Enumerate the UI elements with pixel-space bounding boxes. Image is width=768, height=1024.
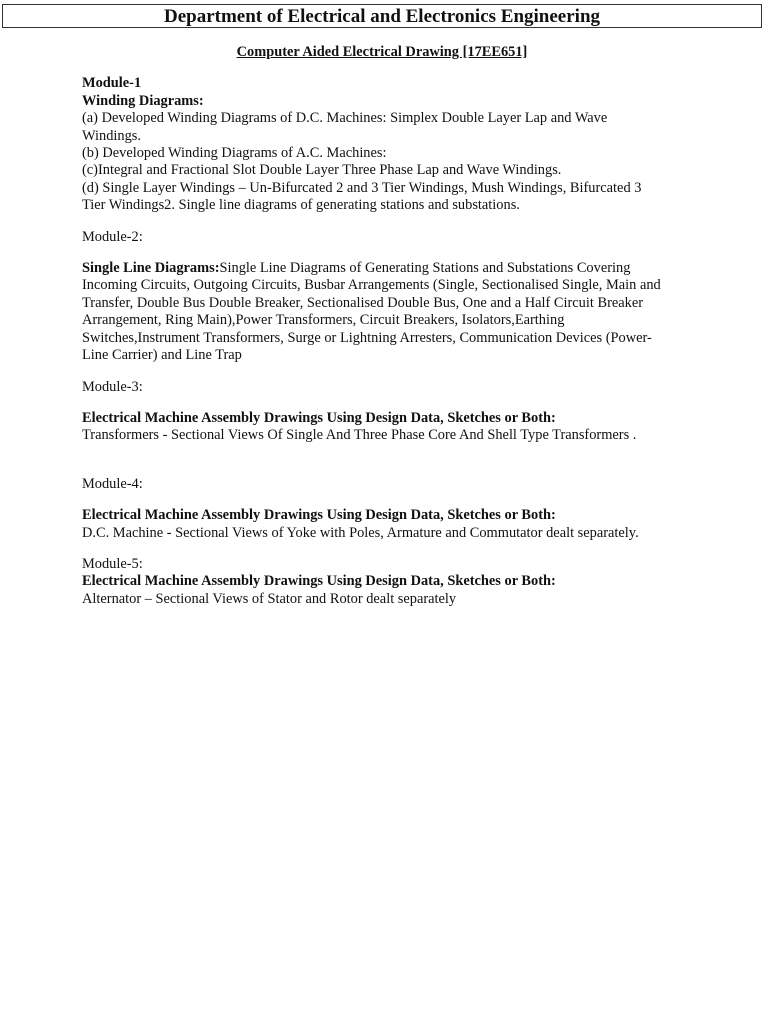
module-2-line: Arrangement, Ring Main),Power Transformers, Circuit Breakers, Isolators,Earthing: [82, 312, 565, 329]
module-2-line: Transfer, Double Bus Double Breaker, Sectionalised Double Bus, One and a Half Circuit Breaker: [82, 294, 644, 311]
module-4-body: D.C. Machine - Sectional Views of Yoke with Poles, Armature and Commutator dealt separately.: [82, 524, 639, 541]
module-5-subheading: Electrical Machine Assembly Drawings Using Design Data, Sketches or Both:: [82, 573, 556, 590]
module-3-subheading: Electrical Machine Assembly Drawings Using Design Data, Sketches or Both:: [82, 409, 556, 426]
department-title: Department of Electrical and Electronics Engineering: [163, 6, 601, 27]
module-3-body: Transformers - Sectional Views Of Single And Three Phase Core And Shell Type Transformers .: [82, 427, 637, 444]
module-4-section: [82, 476, 682, 542]
module-1-line: (a) Developed Winding Diagrams of D.C. Machines: Simplex Double Layer Lap and Wave: [82, 110, 608, 127]
module-4-heading: Module-4:: [82, 475, 143, 492]
syllabus-document: [82, 44, 682, 608]
module-1-line: (b) Developed Winding Diagrams of A.C. Machines:: [82, 145, 387, 162]
module-1-line: (c)Integral and Fractional Slot Double Layer Three Phase Lap and Wave Windings.: [82, 162, 562, 179]
module-1-section: [82, 75, 682, 214]
module-2-section: [82, 229, 682, 365]
module-2-line: Incoming Circuits, Outgoing Circuits, Busbar Arrangements (Single, Sectionalised Single, Main and: [82, 277, 661, 294]
module-5-heading: Module-5:: [82, 555, 143, 572]
module-1-subheading: Winding Diagrams:: [82, 92, 204, 109]
module-1-line: (d) Single Layer Windings – Un-Bifurcated 2 and 3 Tier Windings, Mush Windings, Bifurcated 3: [82, 179, 642, 196]
department-header: [2, 4, 762, 28]
module-1-line: Windings.: [82, 127, 141, 144]
module-4-subheading: Electrical Machine Assembly Drawings Using Design Data, Sketches or Both:: [82, 507, 556, 524]
module-2-line: Line Carrier) and Line Trap: [82, 347, 242, 364]
module-2-first-line: Single Line Diagrams of Generating Stations and Substations Covering: [219, 260, 631, 277]
module-3-section: [82, 379, 682, 445]
module-5-body: Alternator – Sectional Views of Stator and Rotor dealt separately: [82, 590, 457, 607]
module-2-line: Switches,Instrument Transformers, Surge or Lightning Arresters, Communication Devices (Power-: [82, 329, 652, 346]
module-2-bold-lead: Single Line Diagrams:: [82, 260, 220, 277]
module-2-heading: Module-2:: [82, 228, 143, 245]
module-3-heading: Module-3:: [82, 378, 143, 395]
module-1-line: Tier Windings2. Single line diagrams of generating stations and substations.: [82, 197, 520, 214]
module-5-section: [82, 556, 682, 608]
course-title: Computer Aided Electrical Drawing [17EE651]: [236, 44, 528, 60]
module-1-heading: Module-1: [82, 75, 142, 92]
